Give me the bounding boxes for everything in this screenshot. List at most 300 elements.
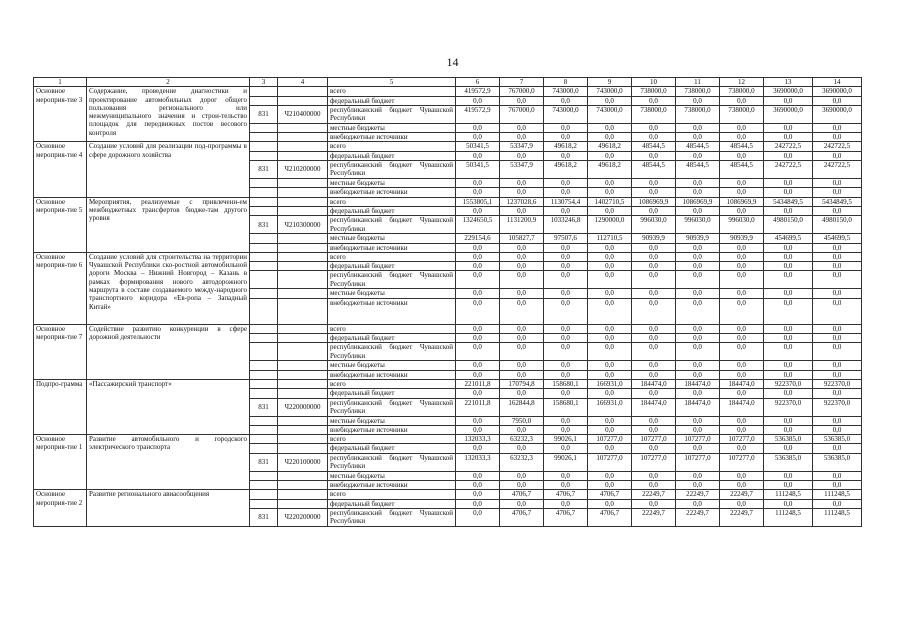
budget-classification-code	[278, 343, 328, 361]
amount-cell: 4706,7	[588, 508, 632, 526]
amount-cell: 0,0	[676, 444, 720, 453]
amount-cell: 112710,5	[588, 234, 632, 243]
amount-cell: 22249,7	[720, 508, 764, 526]
amount-cell: 454699,5	[813, 234, 862, 243]
grbs-code	[250, 425, 278, 434]
amount-cell: 0,0	[544, 289, 588, 298]
amount-cell: 0,0	[632, 370, 676, 379]
amount-cell: 0,0	[456, 508, 500, 526]
amount-cell: 419572,9	[456, 87, 500, 96]
budget-classification-code	[278, 151, 328, 160]
amount-cell: 0,0	[632, 343, 676, 361]
funding-source: республиканский бюджет Чувашской Республики	[328, 398, 456, 416]
amount-cell: 738000,0	[676, 87, 720, 96]
amount-cell: 22249,7	[676, 490, 720, 499]
amount-cell: 184474,0	[632, 379, 676, 388]
amount-cell: 0,0	[676, 133, 720, 142]
amount-cell: 0,0	[544, 416, 588, 425]
amount-cell: 0,0	[588, 471, 632, 480]
amount-cell: 0,0	[813, 243, 862, 252]
funding-source: республиканский бюджет Чувашской Республики	[328, 453, 456, 471]
funding-source: всего	[328, 379, 456, 388]
amount-cell: 0,0	[500, 361, 544, 370]
amount-cell: 0,0	[764, 179, 813, 188]
amount-cell: 0,0	[764, 151, 813, 160]
amount-cell: 0,0	[720, 96, 764, 105]
funding-source: всего	[328, 324, 456, 333]
amount-cell: 0,0	[456, 334, 500, 343]
amount-cell: 536385,0	[813, 435, 862, 444]
amount-cell: 0,0	[764, 289, 813, 298]
amount-cell: 922370,0	[764, 379, 813, 388]
amount-cell: 0,0	[764, 425, 813, 434]
amount-cell: 0,0	[632, 389, 676, 398]
amount-cell: 0,0	[632, 444, 676, 453]
amount-cell: 0,0	[676, 499, 720, 508]
table-row	[34, 435, 862, 444]
amount-cell: 996030,0	[676, 216, 720, 234]
amount-cell: 107277,0	[676, 453, 720, 471]
amount-cell: 0,0	[500, 133, 544, 142]
funding-source: местные бюджеты	[328, 179, 456, 188]
amount-cell: 1402710,5	[588, 197, 632, 206]
budget-classification-code	[278, 298, 328, 324]
funding-source: внебюджетные источники	[328, 188, 456, 197]
grbs-code	[250, 252, 278, 261]
column-number-9: 9	[588, 78, 632, 87]
amount-cell: 0,0	[500, 298, 544, 324]
budget-classification-code	[278, 389, 328, 398]
budget-classification-code	[278, 87, 328, 96]
amount-cell: 0,0	[813, 252, 862, 261]
amount-cell: 0,0	[500, 206, 544, 215]
amount-cell: 0,0	[676, 425, 720, 434]
amount-cell: 0,0	[456, 179, 500, 188]
amount-cell: 0,0	[813, 425, 862, 434]
budget-classification-code	[278, 490, 328, 499]
funding-source: внебюджетные источники	[328, 133, 456, 142]
funding-source: федеральный бюджет	[328, 262, 456, 271]
amount-cell: 0,0	[456, 425, 500, 434]
amount-cell: 419572,9	[456, 105, 500, 123]
funding-source: республиканский бюджет Чувашской Республики	[328, 216, 456, 234]
amount-cell: 0,0	[676, 123, 720, 132]
amount-cell: 0,0	[720, 370, 764, 379]
amount-cell: 0,0	[676, 324, 720, 333]
funding-source: местные бюджеты	[328, 471, 456, 480]
amount-cell: 1130754,4	[544, 197, 588, 206]
amount-cell: 0,0	[588, 499, 632, 508]
grbs-code	[250, 188, 278, 197]
activity-type: Основное мероприя-тие 2	[34, 490, 87, 527]
column-number-8: 8	[544, 78, 588, 87]
amount-cell: 0,0	[813, 416, 862, 425]
amount-cell: 0,0	[500, 179, 544, 188]
budget-classification-code	[278, 370, 328, 379]
amount-cell: 0,0	[544, 252, 588, 261]
amount-cell: 0,0	[500, 370, 544, 379]
amount-cell: 0,0	[813, 389, 862, 398]
amount-cell: 0,0	[456, 481, 500, 490]
amount-cell: 4706,7	[588, 490, 632, 499]
amount-cell: 0,0	[813, 370, 862, 379]
budget-classification-code	[278, 499, 328, 508]
amount-cell: 158680,1	[544, 379, 588, 388]
amount-cell: 0,0	[632, 206, 676, 215]
table-body	[34, 87, 862, 527]
amount-cell: 0,0	[456, 289, 500, 298]
amount-cell: 0,0	[632, 179, 676, 188]
amount-cell: 0,0	[456, 370, 500, 379]
amount-cell: 0,0	[500, 334, 544, 343]
budget-classification-code: Ч220000000	[278, 398, 328, 416]
budget-classification-code	[278, 96, 328, 105]
amount-cell: 0,0	[588, 481, 632, 490]
amount-cell: 0,0	[720, 343, 764, 361]
amount-cell: 90939,9	[632, 234, 676, 243]
amount-cell: 0,0	[720, 151, 764, 160]
column-number-11: 11	[676, 78, 720, 87]
budget-classification-code	[278, 471, 328, 480]
amount-cell: 111248,5	[813, 508, 862, 526]
amount-cell: 536385,0	[764, 435, 813, 444]
amount-cell: 3690000,0	[813, 105, 862, 123]
amount-cell: 107277,0	[720, 435, 764, 444]
grbs-code: 831	[250, 453, 278, 471]
funding-source: федеральный бюджет	[328, 206, 456, 215]
amount-cell: 0,0	[720, 179, 764, 188]
activity-type: Основное мероприя-тие 5	[34, 197, 87, 252]
funding-source: республиканский бюджет Чувашской Республики	[328, 508, 456, 526]
funding-source: республиканский бюджет Чувашской Республики	[328, 105, 456, 123]
funding-source: всего	[328, 87, 456, 96]
amount-cell: 0,0	[588, 123, 632, 132]
amount-cell: 107277,0	[720, 453, 764, 471]
table-row	[34, 142, 862, 151]
amount-cell: 0,0	[632, 123, 676, 132]
funding-source: внебюджетные источники	[328, 425, 456, 434]
amount-cell: 0,0	[764, 188, 813, 197]
amount-cell: 0,0	[720, 123, 764, 132]
amount-cell: 536385,0	[813, 453, 862, 471]
amount-cell: 0,0	[588, 133, 632, 142]
amount-cell: 0,0	[764, 334, 813, 343]
budget-classification-code	[278, 416, 328, 425]
amount-cell: 53347,9	[500, 142, 544, 151]
amount-cell: 0,0	[500, 243, 544, 252]
amount-cell: 0,0	[456, 271, 500, 289]
amount-cell: 0,0	[544, 499, 588, 508]
amount-cell: 0,0	[764, 123, 813, 132]
amount-cell: 242722,5	[813, 142, 862, 151]
amount-cell: 0,0	[720, 298, 764, 324]
grbs-code	[250, 271, 278, 289]
amount-cell: 0,0	[764, 416, 813, 425]
amount-cell: 0,0	[500, 96, 544, 105]
column-number-14: 14	[813, 78, 862, 87]
amount-cell: 166931,0	[588, 379, 632, 388]
amount-cell: 0,0	[764, 481, 813, 490]
budget-classification-code	[278, 324, 328, 333]
amount-cell: 0,0	[676, 243, 720, 252]
budget-classification-code: Ч210400000	[278, 105, 328, 123]
amount-cell: 4980150,0	[764, 216, 813, 234]
amount-cell: 4706,7	[544, 490, 588, 499]
amount-cell: 0,0	[588, 271, 632, 289]
amount-cell: 0,0	[588, 343, 632, 361]
amount-cell: 105827,7	[500, 234, 544, 243]
amount-cell: 0,0	[676, 334, 720, 343]
funding-source: всего	[328, 490, 456, 499]
amount-cell: 0,0	[500, 343, 544, 361]
amount-cell: 1033246,8	[544, 216, 588, 234]
column-number-6: 6	[456, 78, 500, 87]
amount-cell: 53347,9	[500, 161, 544, 179]
amount-cell: 184474,0	[720, 398, 764, 416]
funding-source: местные бюджеты	[328, 234, 456, 243]
funding-source: федеральный бюджет	[328, 151, 456, 160]
amount-cell: 536385,0	[764, 453, 813, 471]
amount-cell: 0,0	[720, 252, 764, 261]
grbs-code: 831	[250, 508, 278, 526]
budget-classification-code	[278, 206, 328, 215]
amount-cell: 0,0	[813, 298, 862, 324]
amount-cell: 0,0	[544, 370, 588, 379]
amount-cell: 0,0	[813, 123, 862, 132]
amount-cell: 0,0	[813, 151, 862, 160]
amount-cell: 0,0	[544, 444, 588, 453]
amount-cell: 0,0	[813, 481, 862, 490]
funding-source: всего	[328, 197, 456, 206]
grbs-code	[250, 234, 278, 243]
amount-cell: 0,0	[813, 471, 862, 480]
amount-cell: 738000,0	[720, 105, 764, 123]
amount-cell: 0,0	[632, 262, 676, 271]
amount-cell: 1086969,9	[720, 197, 764, 206]
amount-cell: 107277,0	[676, 435, 720, 444]
amount-cell: 0,0	[720, 389, 764, 398]
amount-cell: 1324650,5	[456, 216, 500, 234]
amount-cell: 0,0	[813, 133, 862, 142]
amount-cell: 0,0	[764, 262, 813, 271]
activity-name: Мероприятия, реализуемые с привлечени-ем межбюджетных трансфертов бюдже-там другого уровня	[87, 197, 250, 252]
amount-cell: 22249,7	[632, 490, 676, 499]
amount-cell: 0,0	[588, 289, 632, 298]
grbs-code: 831	[250, 105, 278, 123]
table-row	[34, 490, 862, 499]
grbs-code	[250, 444, 278, 453]
amount-cell: 0,0	[632, 96, 676, 105]
amount-cell: 0,0	[720, 481, 764, 490]
grbs-code	[250, 179, 278, 188]
amount-cell: 0,0	[544, 343, 588, 361]
amount-cell: 743000,0	[544, 105, 588, 123]
amount-cell: 4706,7	[500, 490, 544, 499]
budget-classification-code	[278, 252, 328, 261]
amount-cell: 922370,0	[813, 398, 862, 416]
amount-cell: 184474,0	[676, 379, 720, 388]
amount-cell: 0,0	[500, 324, 544, 333]
column-number-12: 12	[720, 78, 764, 87]
amount-cell: 0,0	[632, 188, 676, 197]
amount-cell: 0,0	[544, 471, 588, 480]
amount-cell: 0,0	[676, 206, 720, 215]
amount-cell: 0,0	[764, 444, 813, 453]
amount-cell: 0,0	[588, 370, 632, 379]
amount-cell: 0,0	[500, 252, 544, 261]
activity-type: Подпро-грамма	[34, 379, 87, 434]
funding-source: внебюджетные источники	[328, 298, 456, 324]
amount-cell: 0,0	[676, 151, 720, 160]
activity-type: Основное мероприя-тие 1	[34, 435, 87, 490]
amount-cell: 0,0	[456, 324, 500, 333]
amount-cell: 0,0	[632, 243, 676, 252]
amount-cell: 1553805,1	[456, 197, 500, 206]
amount-cell: 63232,3	[500, 453, 544, 471]
funding-source: федеральный бюджет	[328, 334, 456, 343]
funding-source: местные бюджеты	[328, 123, 456, 132]
amount-cell: 242722,5	[764, 161, 813, 179]
grbs-code	[250, 370, 278, 379]
amount-cell: 132033,3	[456, 435, 500, 444]
grbs-code: 831	[250, 216, 278, 234]
amount-cell: 0,0	[588, 151, 632, 160]
amount-cell: 48544,5	[720, 142, 764, 151]
amount-cell: 242722,5	[764, 142, 813, 151]
amount-cell: 0,0	[676, 96, 720, 105]
amount-cell: 0,0	[544, 324, 588, 333]
budget-classification-code: Ч210200000	[278, 161, 328, 179]
amount-cell: 0,0	[676, 389, 720, 398]
amount-cell: 0,0	[720, 206, 764, 215]
funding-source: всего	[328, 435, 456, 444]
amount-cell: 0,0	[544, 243, 588, 252]
amount-cell: 0,0	[764, 471, 813, 480]
activity-type: Основное мероприя-тие 7	[34, 324, 87, 379]
amount-cell: 166931,0	[588, 398, 632, 416]
grbs-code	[250, 499, 278, 508]
budget-classification-code	[278, 425, 328, 434]
amount-cell: 5434849,5	[813, 197, 862, 206]
grbs-code	[250, 206, 278, 215]
amount-cell: 0,0	[588, 243, 632, 252]
amount-cell: 0,0	[720, 471, 764, 480]
amount-cell: 0,0	[632, 151, 676, 160]
funding-source: республиканский бюджет Чувашской Республики	[328, 343, 456, 361]
amount-cell: 0,0	[456, 490, 500, 499]
amount-cell: 743000,0	[588, 87, 632, 96]
table-row	[34, 87, 862, 96]
amount-cell: 0,0	[456, 252, 500, 261]
column-number-2: 2	[87, 78, 250, 87]
amount-cell: 0,0	[764, 499, 813, 508]
amount-cell: 99026,1	[544, 453, 588, 471]
amount-cell: 0,0	[588, 96, 632, 105]
amount-cell: 0,0	[588, 324, 632, 333]
amount-cell: 0,0	[720, 444, 764, 453]
amount-cell: 111248,5	[764, 508, 813, 526]
amount-cell: 0,0	[456, 188, 500, 197]
page-number: 14	[446, 55, 459, 69]
amount-cell: 0,0	[632, 425, 676, 434]
amount-cell: 0,0	[813, 262, 862, 271]
amount-cell: 0,0	[544, 389, 588, 398]
amount-cell: 0,0	[588, 361, 632, 370]
activity-type: Основное мероприя-тие 6	[34, 252, 87, 324]
amount-cell: 0,0	[813, 324, 862, 333]
amount-cell: 0,0	[813, 444, 862, 453]
amount-cell: 0,0	[813, 334, 862, 343]
amount-cell: 0,0	[720, 499, 764, 508]
amount-cell: 0,0	[764, 298, 813, 324]
amount-cell: 0,0	[500, 123, 544, 132]
amount-cell: 0,0	[544, 334, 588, 343]
amount-cell: 170794,8	[500, 379, 544, 388]
column-number-row	[34, 78, 862, 87]
amount-cell: 111248,5	[764, 490, 813, 499]
amount-cell: 0,0	[632, 324, 676, 333]
funding-source: федеральный бюджет	[328, 444, 456, 453]
amount-cell: 0,0	[764, 343, 813, 361]
amount-cell: 996030,0	[632, 216, 676, 234]
budget-classification-code	[278, 334, 328, 343]
amount-cell: 0,0	[544, 179, 588, 188]
budget-classification-code	[278, 444, 328, 453]
amount-cell: 242722,5	[813, 161, 862, 179]
table-row	[34, 379, 862, 388]
amount-cell: 0,0	[720, 188, 764, 197]
amount-cell: 767000,0	[500, 105, 544, 123]
amount-cell: 0,0	[588, 334, 632, 343]
grbs-code	[250, 334, 278, 343]
amount-cell: 107277,0	[632, 453, 676, 471]
amount-cell: 0,0	[720, 324, 764, 333]
amount-cell: 0,0	[764, 133, 813, 142]
budget-classification-code: Ч220200000	[278, 508, 328, 526]
amount-cell: 0,0	[544, 206, 588, 215]
budget-classification-code	[278, 133, 328, 142]
amount-cell: 50341,5	[456, 161, 500, 179]
amount-cell: 0,0	[813, 343, 862, 361]
amount-cell: 158680,1	[544, 398, 588, 416]
amount-cell: 0,0	[813, 271, 862, 289]
amount-cell: 738000,0	[632, 87, 676, 96]
amount-cell: 0,0	[813, 289, 862, 298]
amount-cell: 0,0	[588, 188, 632, 197]
amount-cell: 0,0	[676, 289, 720, 298]
funding-source: федеральный бюджет	[328, 389, 456, 398]
activity-name: Создание условий для реализации под-программы в сфере дорожного хозяйства	[87, 142, 250, 197]
amount-cell: 0,0	[676, 481, 720, 490]
grbs-code	[250, 87, 278, 96]
table-row	[34, 324, 862, 333]
amount-cell: 0,0	[456, 206, 500, 215]
amount-cell: 90939,9	[676, 234, 720, 243]
amount-cell: 50341,5	[456, 142, 500, 151]
amount-cell: 738000,0	[720, 87, 764, 96]
amount-cell: 0,0	[676, 361, 720, 370]
amount-cell: 22249,7	[720, 490, 764, 499]
amount-cell: 229154,6	[456, 234, 500, 243]
amount-cell: 0,0	[676, 471, 720, 480]
amount-cell: 0,0	[632, 499, 676, 508]
budget-classification-code	[278, 188, 328, 197]
amount-cell: 0,0	[632, 334, 676, 343]
amount-cell: 48544,5	[632, 161, 676, 179]
column-number-3: 3	[250, 78, 278, 87]
amount-cell: 0,0	[632, 298, 676, 324]
activity-name: Развитие регионального авиасообщения	[87, 490, 250, 527]
